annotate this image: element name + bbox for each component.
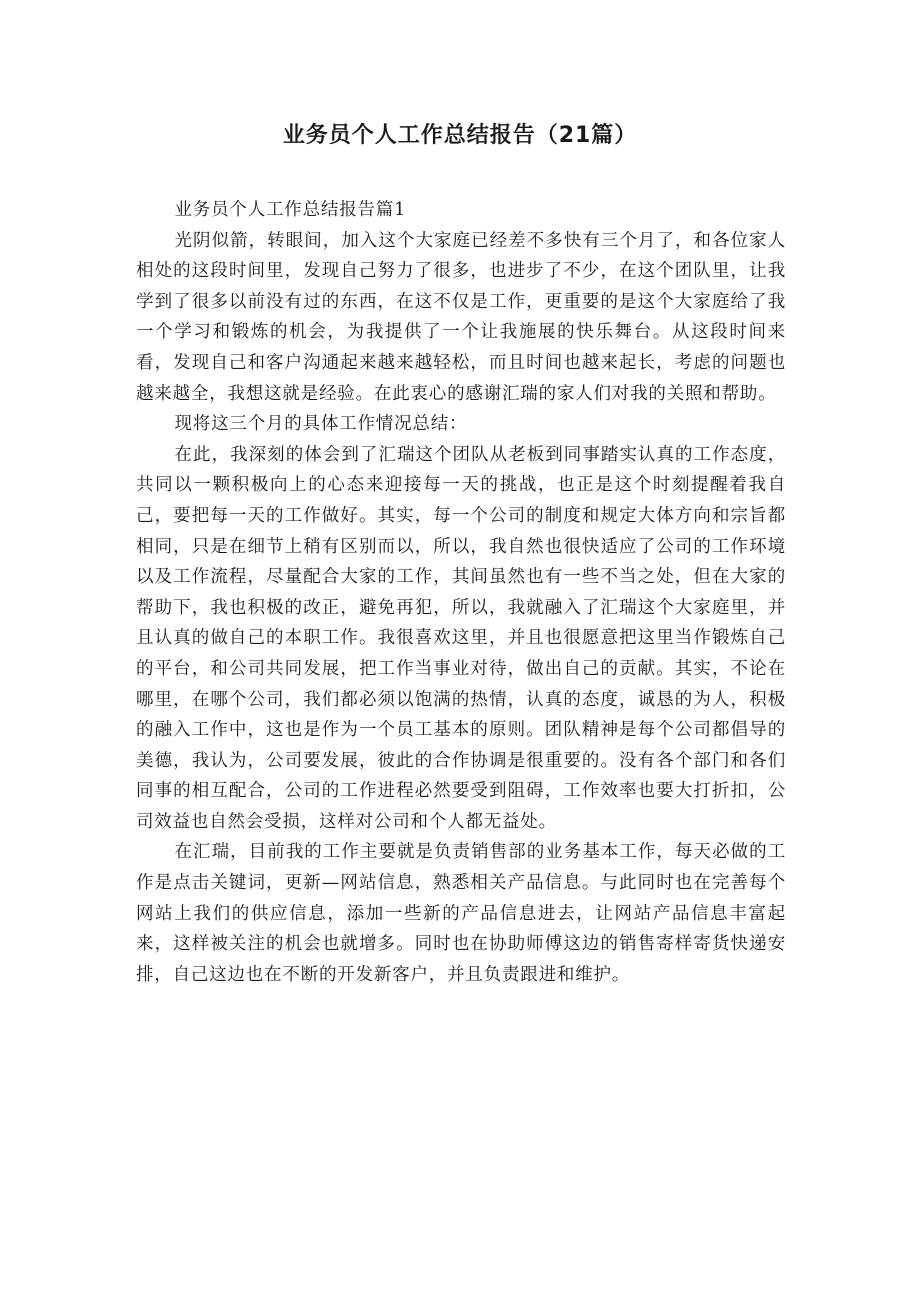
document-body — [136, 195, 786, 990]
paragraph-current-work: 在汇瑞，目前我的工作主要就是负责销售部的业务基本工作，每天必做的工作是点击关键词，更新—网站信息，熟悉相关产品信息。与此同时也在完善每个网站上我们的供应信息，添加一些新的产品信息进去，让网站产品信息丰富起来，这样被关注的机会也就增多。同时也在协助师傅这边的销售寄样寄货快递安排，自己这边也在不断的开发新客户，并且负责跟进和维护。 — [136, 842, 786, 985]
paragraph-intro: 光阴似箭，转眼间，加入这个大家庭已经差不多快有三个月了，和各位家人相处的这段时间里，发现自己努力了很多，也进步了不少，在这个团队里，让我学到了很多以前没有过的东西，在这不仅是工作，更重要的是这个大家庭给了我一个学习和锻炼的机会，为我提供了一个让我施展的快乐舞台。从这段时间来看，发现自己和客户沟通起来越来越轻松，而且时间也越来起长，考虑的问题也越来越全，我想这就是经验。在此衷心的感谢汇瑞的家人们对我的关照和帮助。 — [136, 230, 786, 404]
paragraph-summary-lead: 现将这三个月的具体工作情况总结： — [174, 414, 468, 435]
paragraph-team-experience: 在此，我深刻的体会到了汇瑞这个团队从老板到同事踏实认真的工作态度，共同以一颗积极向上的心态来迎接每一天的挑战，也正是这个时刻提醒着我自己，要把每一天的工作做好。其实，每一个公司的制度和规定大体方向和宗旨都相同，只是在细节上稍有区别而以，所以，我自然也很快适应了公司的工作环境以及工作流程，尽量配合大家的工作，其间虽然也有一些不当之处，但在大家的帮助下，我也积极的改正，避免再犯，所以，我就融入了汇瑞这个大家庭里，并且认真的做自己的本职工作。我很喜欢这里，并且也很愿意把这里当作锻炼自己的平台，和公司共同发展，把工作当事业对待，做出自己的贡献。其实，不论在哪里，在哪个公司，我们都必须以饱满的热情，认真的态度，诚恳的为人，积极的融入工作中，这也是作为一个员工基本的原则。团队精神是每个公司都倡导的美德，我认为，公司要发展，彼此的合作协调是很重要的。没有各个部门和各们同事的相互配合，公司的工作进程必然要受到阻碍，工作效率也要大打折扣，公司效益也自然会受损，这样对公司和个人都无益处。 — [136, 444, 786, 832]
document-title: 业务员个人工作总结报告（21篇） — [282, 123, 638, 148]
section-heading: 业务员个人工作总结报告篇1 — [174, 200, 407, 220]
